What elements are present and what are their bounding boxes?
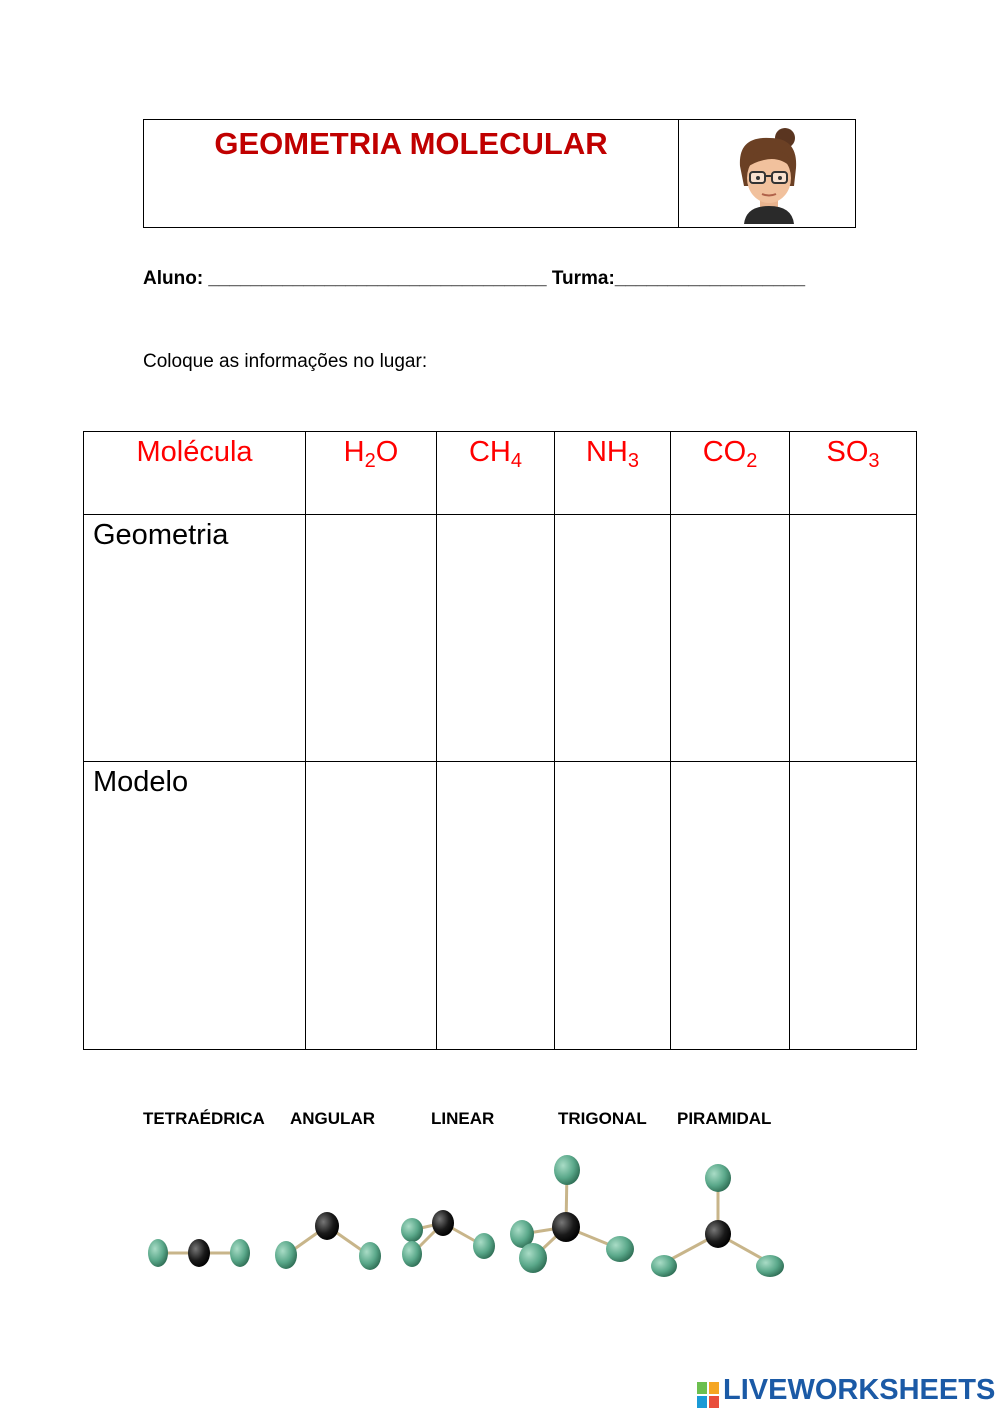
- label-angular[interactable]: ANGULAR: [290, 1109, 375, 1128]
- linear-model[interactable]: [148, 1239, 250, 1267]
- label-trigonal[interactable]: TRIGONAL: [558, 1109, 647, 1128]
- molecule-models: [140, 1150, 790, 1280]
- trigonal-model[interactable]: [401, 1210, 495, 1267]
- geometry-row: [84, 515, 917, 762]
- label-piramidal[interactable]: PIRAMIDAL: [677, 1109, 772, 1128]
- instruction-text: Coloque as informações no lugar:: [143, 351, 428, 372]
- molecule-so3: $SO_3$: [790, 432, 917, 515]
- drop-zone-model-h2o[interactable]: [306, 762, 437, 1050]
- geometry-row-label: Geometria: [84, 515, 306, 762]
- header-box: [143, 119, 856, 228]
- model-row-label: Modelo: [84, 762, 306, 1050]
- molecule-table: [83, 431, 917, 1050]
- liveworksheets-logo-icon: [697, 1378, 721, 1412]
- model-row: [84, 762, 917, 1050]
- drop-zone-model-ch4[interactable]: [437, 762, 555, 1050]
- molecule-ch4: $CH_4$: [437, 432, 555, 515]
- label-linear[interactable]: LINEAR: [431, 1109, 495, 1128]
- molecule-header-cell: Molécula: [84, 432, 306, 515]
- header-divider: [678, 120, 679, 227]
- drop-zone-geometry-co2[interactable]: [671, 515, 790, 762]
- tetrahedral-model[interactable]: [510, 1155, 634, 1273]
- drop-zone-geometry-so3[interactable]: [790, 515, 917, 762]
- drop-zone-model-co2[interactable]: [671, 762, 790, 1050]
- drop-zone-geometry-ch4[interactable]: [437, 515, 555, 762]
- teacher-avatar-icon: [730, 126, 810, 224]
- student-info-line: Aluno: ________________________________ Turma:__________________: [143, 268, 806, 289]
- drop-zone-geometry-nh3[interactable]: [555, 515, 671, 762]
- molecule-h2o: $H_2O$: [306, 432, 437, 515]
- drop-zone-model-nh3[interactable]: [555, 762, 671, 1050]
- angular-model[interactable]: [275, 1212, 381, 1270]
- page-title: GEOMETRIA MOLECULAR: [214, 126, 608, 161]
- molecule-nh3: $NH_3$: [555, 432, 671, 515]
- table-header-row: [84, 432, 917, 515]
- label-tetraedrica[interactable]: TETRAÉDRICA: [143, 1109, 265, 1128]
- drop-zone-model-so3[interactable]: [790, 762, 917, 1050]
- pyramidal-model[interactable]: [651, 1164, 784, 1277]
- molecule-co2: $CO_2$: [671, 432, 790, 515]
- drop-zone-geometry-h2o[interactable]: [306, 515, 437, 762]
- liveworksheets-brand: LIVEWORKSHEETS: [723, 1374, 996, 1406]
